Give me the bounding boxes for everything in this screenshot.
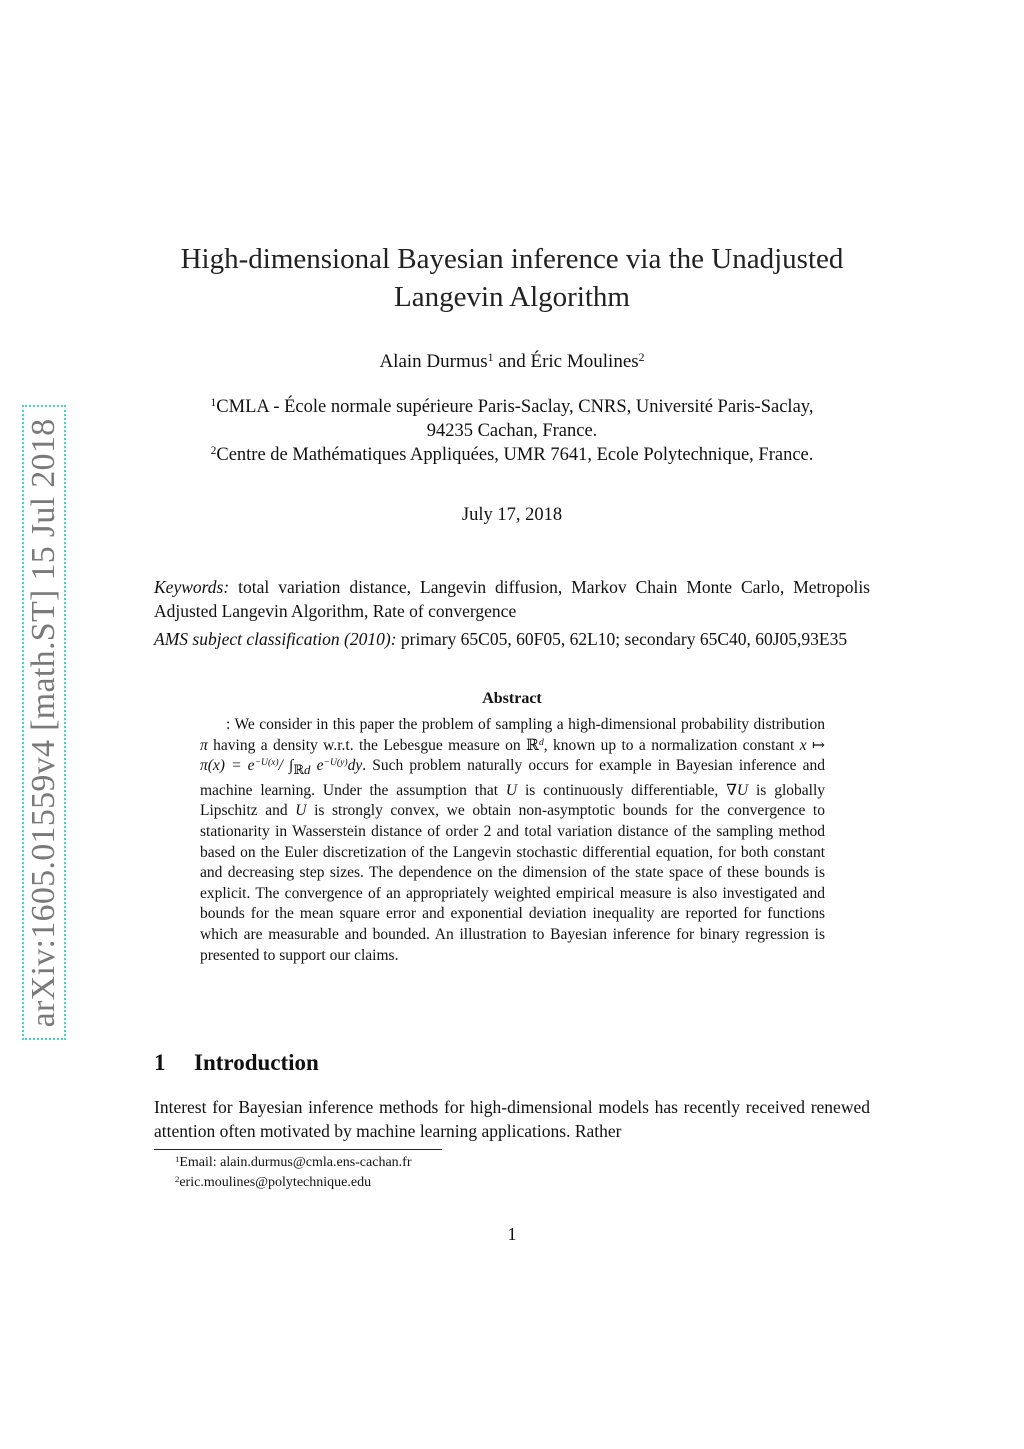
math-symbol: ℝ xyxy=(526,736,539,754)
math-symbol: U xyxy=(505,781,518,799)
abstract-heading: Abstract xyxy=(482,690,542,707)
author-name: Éric Moulines xyxy=(530,351,639,372)
math-superscript: −U(x) xyxy=(254,757,279,769)
author-connector: and xyxy=(493,351,531,372)
arxiv-identifier: arXiv:1605.01559v4 [math.ST] 15 Jul 2018 xyxy=(25,418,62,1027)
affiliation-text: Centre de Mathématiques Appliquées, UMR 7641, Ecole Polytechnique, France. xyxy=(216,445,814,465)
arxiv-stamp xyxy=(22,405,66,1040)
affiliation-item xyxy=(150,395,874,419)
paper-title: High-dimensional Bayesian inference via the Unadjusted Langevin Algorithm xyxy=(180,243,844,313)
affiliation-mark: 1 xyxy=(487,351,494,365)
math-subscript: ℝ xyxy=(293,762,305,778)
affiliation-mark: 2 xyxy=(638,351,645,365)
abstract-fragment: . Such problem naturally occurs for example in Bayesian inference and machine learning. Under the assumption that xyxy=(200,757,826,799)
math-subscript: d xyxy=(304,762,311,778)
affiliation-item xyxy=(150,443,874,467)
math-symbol: ∇U xyxy=(726,781,749,799)
author-list xyxy=(150,350,874,374)
affiliation-item-continued: 94235 Cachan, France. xyxy=(426,421,598,441)
abstract-fragment: is strongly convex, we obtain non-asymptotic bounds for the convergence to stationarity in Wasserstein distance of order 2 and total variation distance of the sampling method based on the Euler discretization of the Langevin stochastic differential equation, for both constant and decreasing step sizes. The dependence on the dimension of the state space of these bounds is explicit. The convergence of an appropriately weighted empirical measure is also investigated and bounds for the mean square error and exponential deviation inequality are reported for functions which are measurable and bounded. An illustration to Bayesian inference for binary regression is presented to support our claims. xyxy=(200,802,825,964)
affiliation-mark: 1 xyxy=(210,397,217,410)
abstract-fragment: : We consider in this paper the problem of sampling a high-dimensional probability distribution xyxy=(226,716,825,733)
abstract-fragment: , known up to a normalization constant xyxy=(543,736,800,754)
ams-classification xyxy=(154,627,870,651)
footnote-mark: 1 xyxy=(175,1153,180,1164)
section-number: 1 xyxy=(154,1050,166,1075)
math-symbol: π xyxy=(200,736,208,754)
abstract-fragment: is globally Lipschitz and xyxy=(200,781,826,820)
abstract-fragment: is continuously differentiable, xyxy=(517,781,727,799)
section-title: Introduction xyxy=(194,1050,319,1075)
ams-label: AMS subject classification (2010): xyxy=(154,629,397,649)
footnote-mark: 2 xyxy=(175,1173,180,1184)
math-symbol: U xyxy=(295,802,307,820)
keywords-text: total variation distance, Langevin diffusion, Markov Chain Monte Carlo, Metropolis Adjusted Langevin Algorithm, Rate of convergence xyxy=(154,577,870,621)
ams-text: primary 65C05, 60F05, 62L10; secondary 65C40, 60J05,93E35 xyxy=(400,629,848,649)
math-formula: e xyxy=(310,757,324,775)
keywords xyxy=(154,575,870,623)
keywords-label: Keywords: xyxy=(154,577,230,597)
abstract-text xyxy=(200,715,825,966)
author-name: Alain Durmus xyxy=(379,351,488,372)
affiliation-list xyxy=(150,395,874,467)
math-formula: dy xyxy=(347,757,363,775)
footnote-item xyxy=(175,1153,875,1173)
footnote-divider xyxy=(154,1149,442,1150)
page-number: 1 xyxy=(507,1224,517,1244)
footnote-text: eric.moulines@polytechnique.edu xyxy=(179,1175,372,1190)
math-formula: / ∫ xyxy=(278,757,294,775)
math-superscript: d xyxy=(538,736,544,748)
affiliation-text: CMLA - École normale supérieure Paris-Saclay, CNRS, Université Paris-Saclay, xyxy=(216,397,814,417)
math-formula: x ↦ π(x) = e xyxy=(200,736,825,775)
footnote-item xyxy=(175,1173,875,1193)
footnote-text: Email: alain.durmus@cmla.ens-cachan.fr xyxy=(179,1155,412,1170)
section-heading xyxy=(154,1048,319,1078)
footnote-list xyxy=(175,1153,875,1193)
abstract-fragment: having a density w.r.t. the Lebesgue measure on xyxy=(207,736,527,754)
paper-date: July 17, 2018 xyxy=(461,505,563,525)
math-superscript: −U(y) xyxy=(323,757,348,769)
affiliation-mark: 2 xyxy=(210,445,217,458)
keywords-block xyxy=(154,575,870,655)
introduction-text: Interest for Bayesian inference methods for high-dimensional models has recently received renewed attention often motivated by machine learning applications. Rather xyxy=(154,1097,870,1141)
